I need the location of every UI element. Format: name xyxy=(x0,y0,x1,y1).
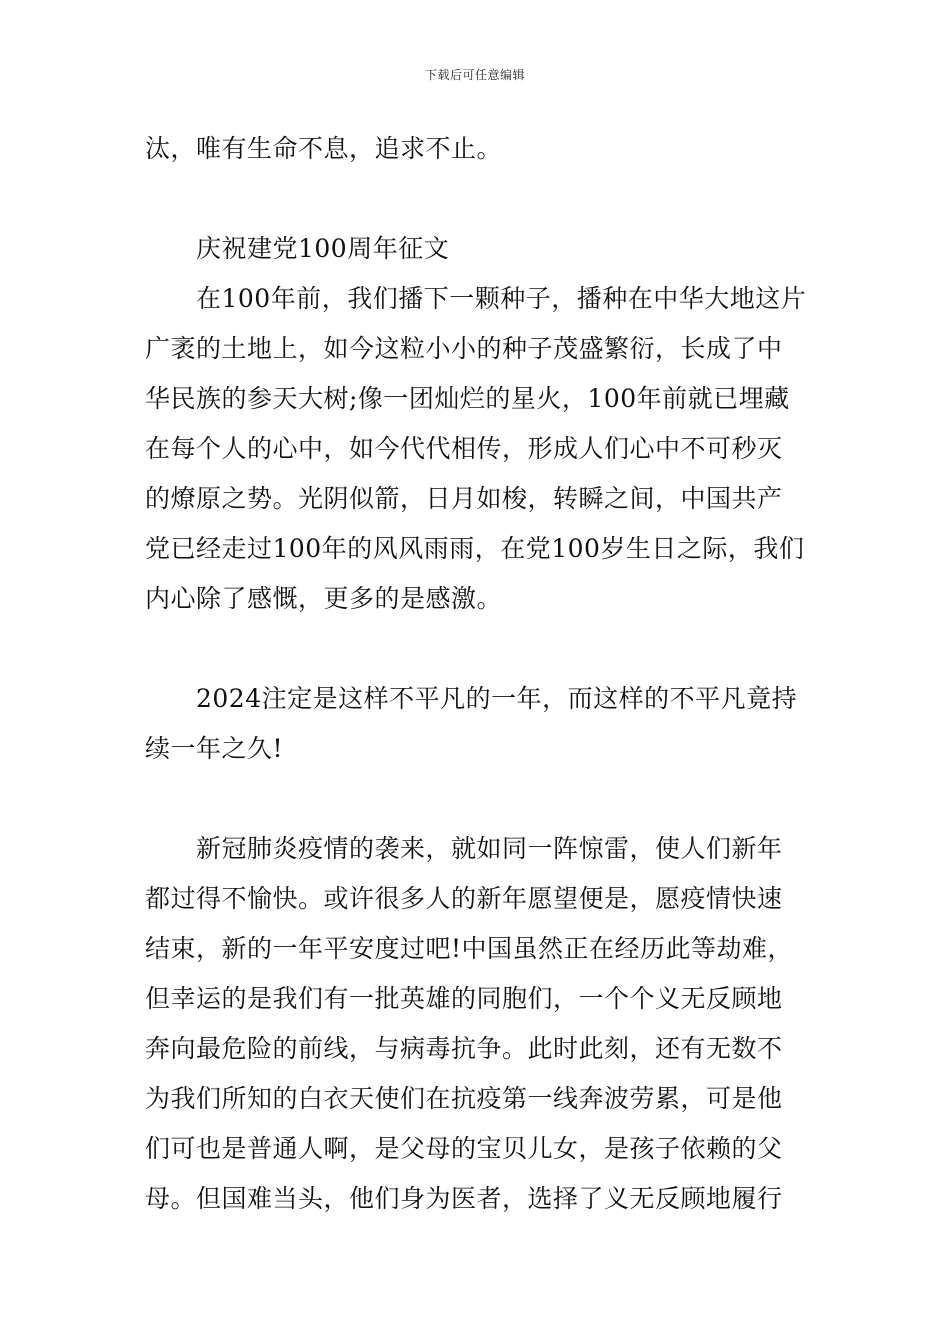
text-line: 但幸运的是我们有一批英雄的同胞们，一个个义无反顾地 xyxy=(145,984,783,1013)
text-line: 结束，新的一年平安度过吧!中国虽然正在经历此等劫难， xyxy=(145,934,794,963)
page-header-note: 下载后可任意编辑 xyxy=(424,68,525,82)
text-line: 汰，唯有生命不息，追求不止。 xyxy=(145,134,503,163)
text-line: 母。但国难当头，他们身为医者，选择了义无反顾地履行 xyxy=(145,1184,783,1213)
text-line: 的燎原之势。光阴似箭，日月如梭，转瞬之间，中国共产 xyxy=(145,484,783,513)
section-title: 庆祝建党100周年征文 xyxy=(196,234,450,263)
text-line: 在每个人的心中，如今代代相传，形成人们心中不可秒灭 xyxy=(145,434,783,463)
text-line: 都过得不愉快。或许很多人的新年愿望便是，愿疫情快速 xyxy=(145,884,783,913)
text-line: 在100年前，我们播下一颗种子，播种在中华大地这片 xyxy=(196,284,807,313)
text-line: 续一年之久! xyxy=(145,734,284,763)
text-line: 党已经走过100年的风风雨雨，在党100岁生日之际，我们 xyxy=(145,534,805,563)
text-line: 内心除了感慨，更多的是感激。 xyxy=(145,584,503,613)
text-line: 为我们所知的白衣天使们在抗疫第一线奔波劳累，可是他 xyxy=(145,1084,783,1113)
text-line: 广袤的土地上，如今这粒小小的种子茂盛繁衍，长成了中 xyxy=(145,334,783,363)
text-line: 华民族的参天大树;像一团灿烂的星火，100年前就已埋藏 xyxy=(145,384,790,413)
text-line: 2024注定是这样不平凡的一年，而这样的不平凡竟持 xyxy=(196,684,798,713)
text-line: 奔向最危险的前线，与病毒抗争。此时此刻，还有无数不 xyxy=(145,1034,783,1063)
text-line: 们可也是普通人啊，是父母的宝贝儿女，是孩子依赖的父 xyxy=(145,1134,783,1163)
text-line: 新冠肺炎疫情的袭来，就如同一阵惊雷，使人们新年 xyxy=(196,834,783,863)
